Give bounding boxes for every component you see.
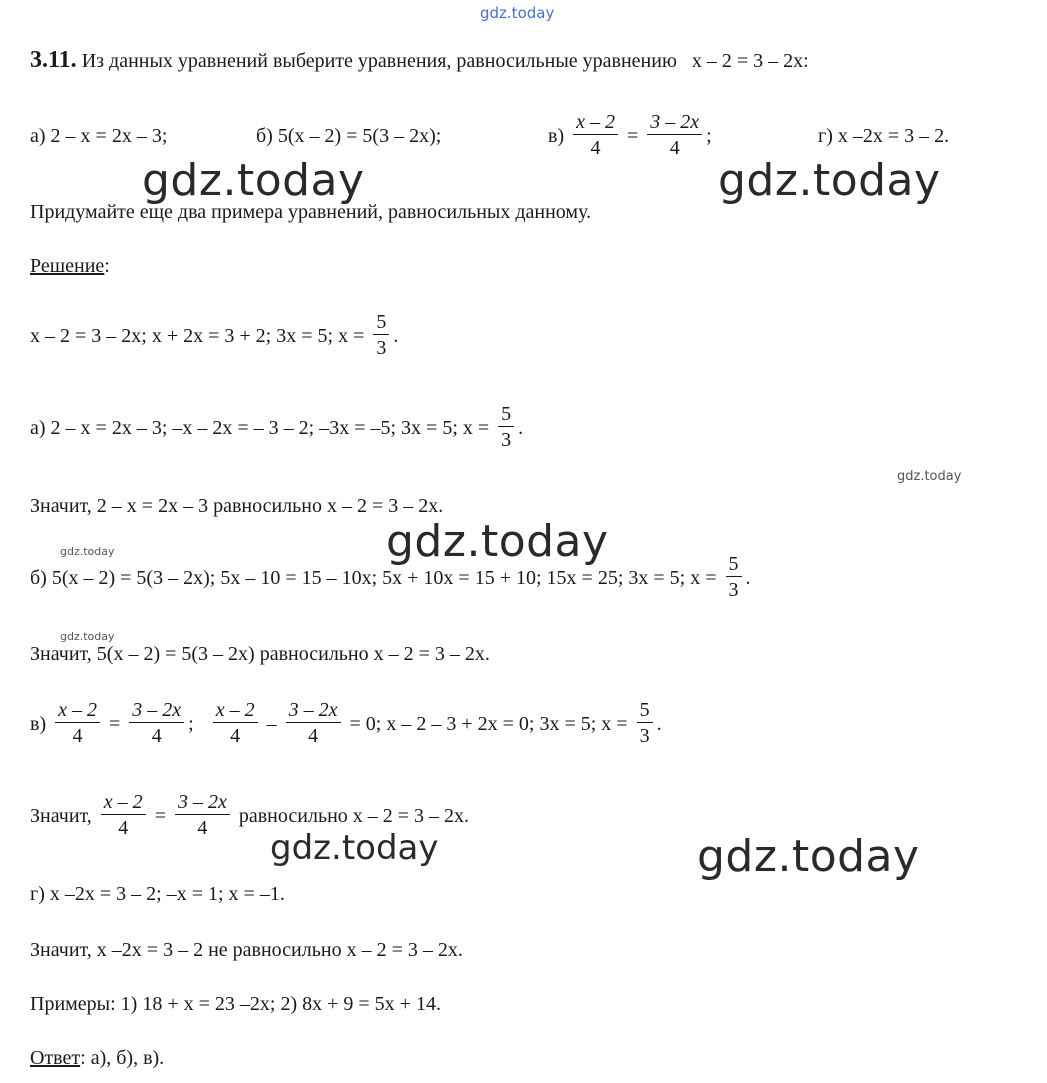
main-solution: x – 2 = 3 – 2x; x + 2x = 3 + 2; 3x = 5; x = $\frac{5}{3}$ . bbox=[30, 311, 399, 359]
option-g: г) x –2x = 3 – 2. bbox=[818, 125, 950, 147]
option-a: а) 2 – x = 2x – 3; bbox=[30, 125, 168, 147]
watermark: gdz.today bbox=[270, 828, 439, 868]
watermark: gdz.today bbox=[897, 469, 962, 484]
task2-text: Придумайте еще два примера уравнений, равносильных данному. bbox=[30, 201, 592, 223]
answer: Ответ: а), б), в). bbox=[30, 1047, 165, 1069]
watermark-top: gdz.today bbox=[480, 4, 555, 22]
option-b: б) 5(x – 2) = 5(3 – 2x); bbox=[256, 125, 442, 147]
solution-v: в) $\frac{x - 2}{4}$ = $\frac{3 - 2x}{4}$ ; $\frac{x - 2}{4}$ – $\frac{3 - 2x}{4}$ = 0; x – 2 – 3 + 2x = 0; 3x = 5; x = $\frac{5}{3}$ . bbox=[30, 699, 662, 747]
watermark: gdz.today bbox=[60, 545, 115, 558]
problem-number: 3.11. bbox=[30, 47, 77, 73]
conclusion-v: Значит, $\frac{x - 2}{4}$ = $\frac{3 - 2x}{4}$ равносильно x – 2 = 3 – 2x. bbox=[30, 791, 470, 839]
problem-equation: x – 2 = 3 – 2x: bbox=[691, 50, 809, 72]
watermark: gdz.today bbox=[697, 831, 920, 882]
watermark: gdz.today bbox=[142, 155, 365, 206]
solution-b: б) 5(x – 2) = 5(3 – 2x); 5x – 10 = 15 – 10x; 5x + 10x = 15 + 10; 15x = 25; 3x = 5; x = $\frac{5}{3}$ . bbox=[30, 553, 751, 601]
watermark: gdz.today bbox=[60, 630, 115, 643]
problem-text: Из данных уравнений выберите уравнения, равносильные уравнению bbox=[81, 50, 677, 72]
watermark: gdz.today bbox=[718, 155, 941, 206]
problem-title bbox=[30, 48, 809, 73]
conclusion-a: Значит, 2 – x = 2x – 3 равносильно x – 2 = 3 – 2x. bbox=[30, 495, 444, 517]
solution-a: а) 2 – x = 2x – 3; –x – 2x = – 3 – 2; –3x = –5; 3x = 5; x = $\frac{5}{3}$ . bbox=[30, 403, 524, 451]
watermark: gdz.today bbox=[386, 516, 609, 567]
option-v: в) $\frac{x - 2}{4}$ = $\frac{3 - 2x}{4}$ ; bbox=[548, 111, 712, 159]
conclusion-b: Значит, 5(x – 2) = 5(3 – 2x) равносильно x – 2 = 3 – 2x. bbox=[30, 643, 490, 665]
examples: Примеры: 1) 18 + x = 23 –2x; 2) 8x + 9 = 5x + 14. bbox=[30, 993, 441, 1015]
solution-g: г) x –2x = 3 – 2; –x = 1; x = –1. bbox=[30, 883, 285, 905]
conclusion-g: Значит, x –2x = 3 – 2 не равносильно x – 2 = 3 – 2x. bbox=[30, 939, 463, 961]
solution-heading: Решение: bbox=[30, 255, 110, 277]
